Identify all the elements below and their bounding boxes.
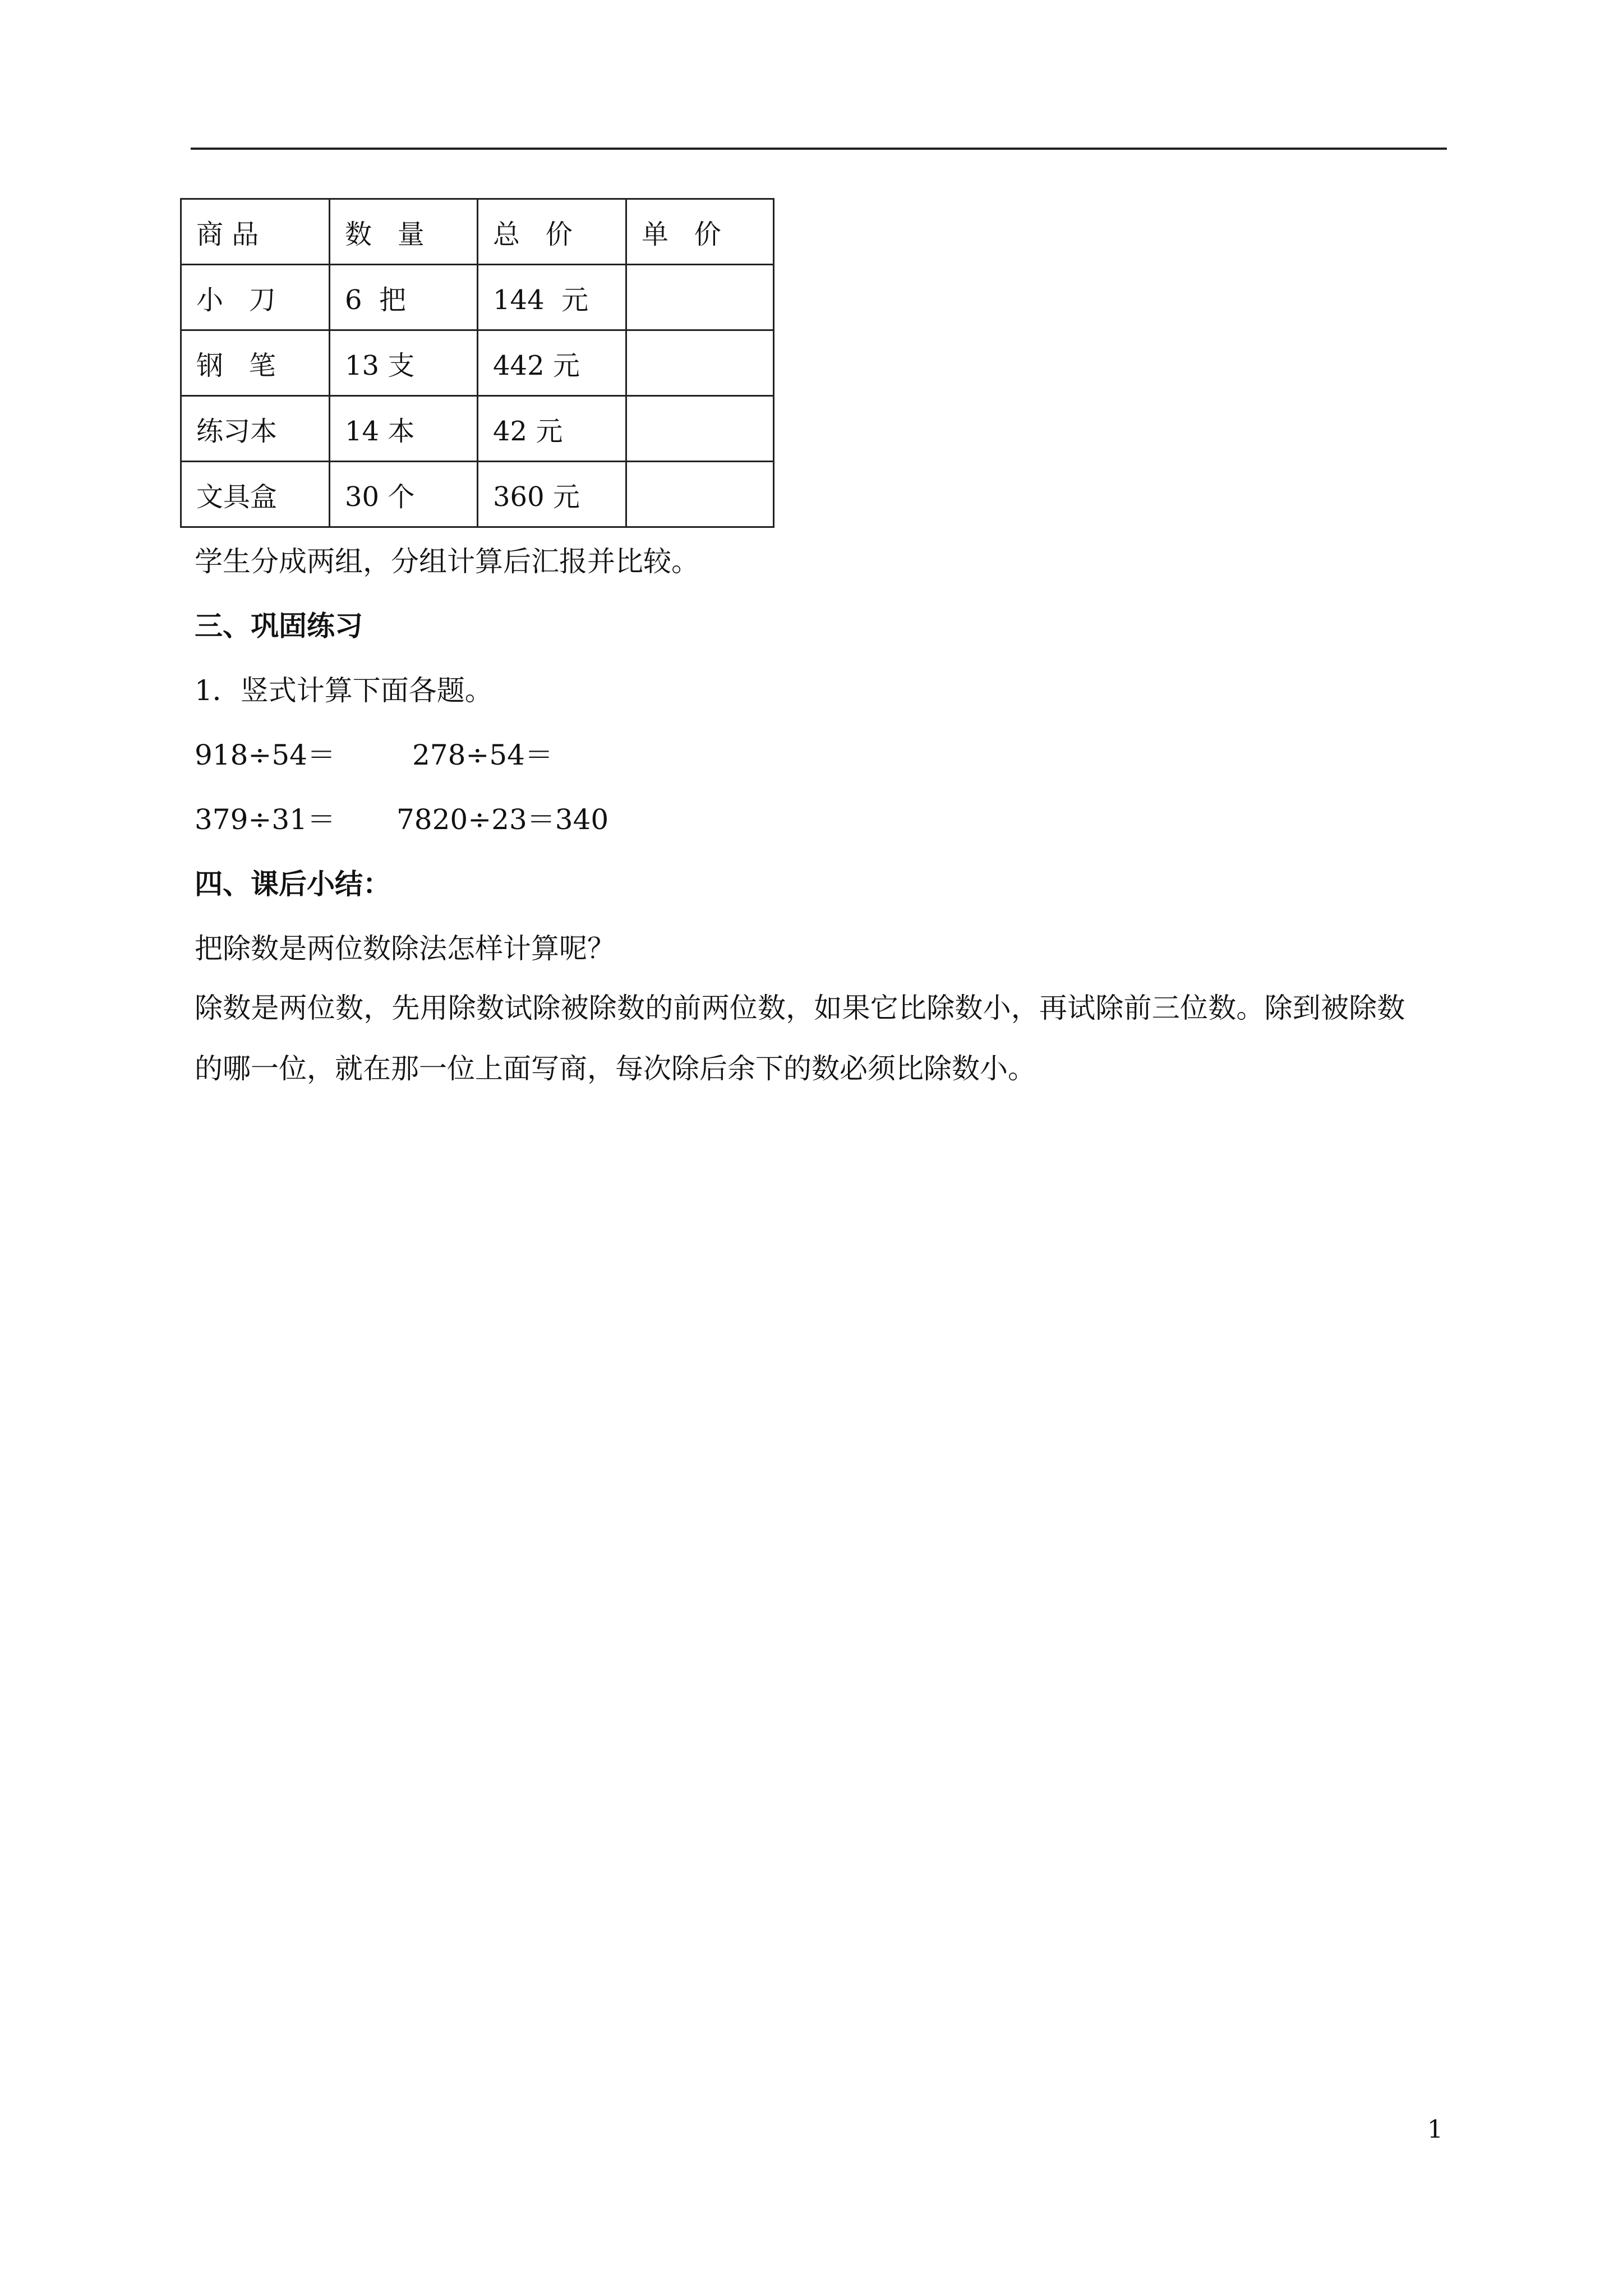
table-row [181,462,774,527]
table-row [181,330,774,396]
table-cell: 文具盒 [181,462,330,527]
summary-text-line: 除数是两位数，先用除数试除被除数的前两位数，如果它比除数小，再试除前三位数。除到被除数 [195,992,1405,1024]
summary-question: 把除数是两位数除法怎样计算呢？ [195,932,615,965]
table-row [181,396,774,462]
section-title-summary: 四、课后小结： [195,867,391,900]
table-row [181,265,774,330]
table-cell: 42 元 [478,396,626,462]
table-cell: 小 刀 [181,265,330,330]
table-cell [626,396,774,462]
table-cell: 30 个 [330,462,478,527]
header-cell-unit-price: 单 价 [626,199,774,265]
header-rule [191,148,1447,150]
table-cell: 钢 笔 [181,330,330,396]
header-cell-total-price: 总 价 [478,199,626,265]
table-cell [626,462,774,527]
goods-table [180,198,774,528]
table-cell: 练习本 [181,396,330,462]
exercise-instruction: 1．竖式计算下面各题。 [195,674,493,707]
table-cell: 6 把 [330,265,478,330]
table-cell: 14 本 [330,396,478,462]
table-cell: 442 元 [478,330,626,396]
table-cell: 144 元 [478,265,626,330]
header-cell-product: 商 品 [181,199,330,265]
table-cell [626,330,774,396]
header-cell-quantity: 数 量 [330,199,478,265]
page-number: 1 [1427,2115,1443,2144]
table-cell [626,265,774,330]
summary-text-line: 的哪一位，就在那一位上面写商，每次除后余下的数必须比除数小。 [195,1052,1036,1085]
table-header-row [181,199,774,265]
table-cell: 13 支 [330,330,478,396]
section-title-practice: 三、巩固练习 [195,609,363,642]
calc-item: 278÷54＝ [412,739,553,771]
group-note: 学生分成两组，分组计算后汇报并比较。 [195,545,699,578]
table-cell: 360 元 [478,462,626,527]
calc-item: 918÷54＝ [195,739,335,771]
calc-item: 7820÷23＝340 [396,803,609,836]
calc-item: 379÷31＝ [195,803,335,836]
